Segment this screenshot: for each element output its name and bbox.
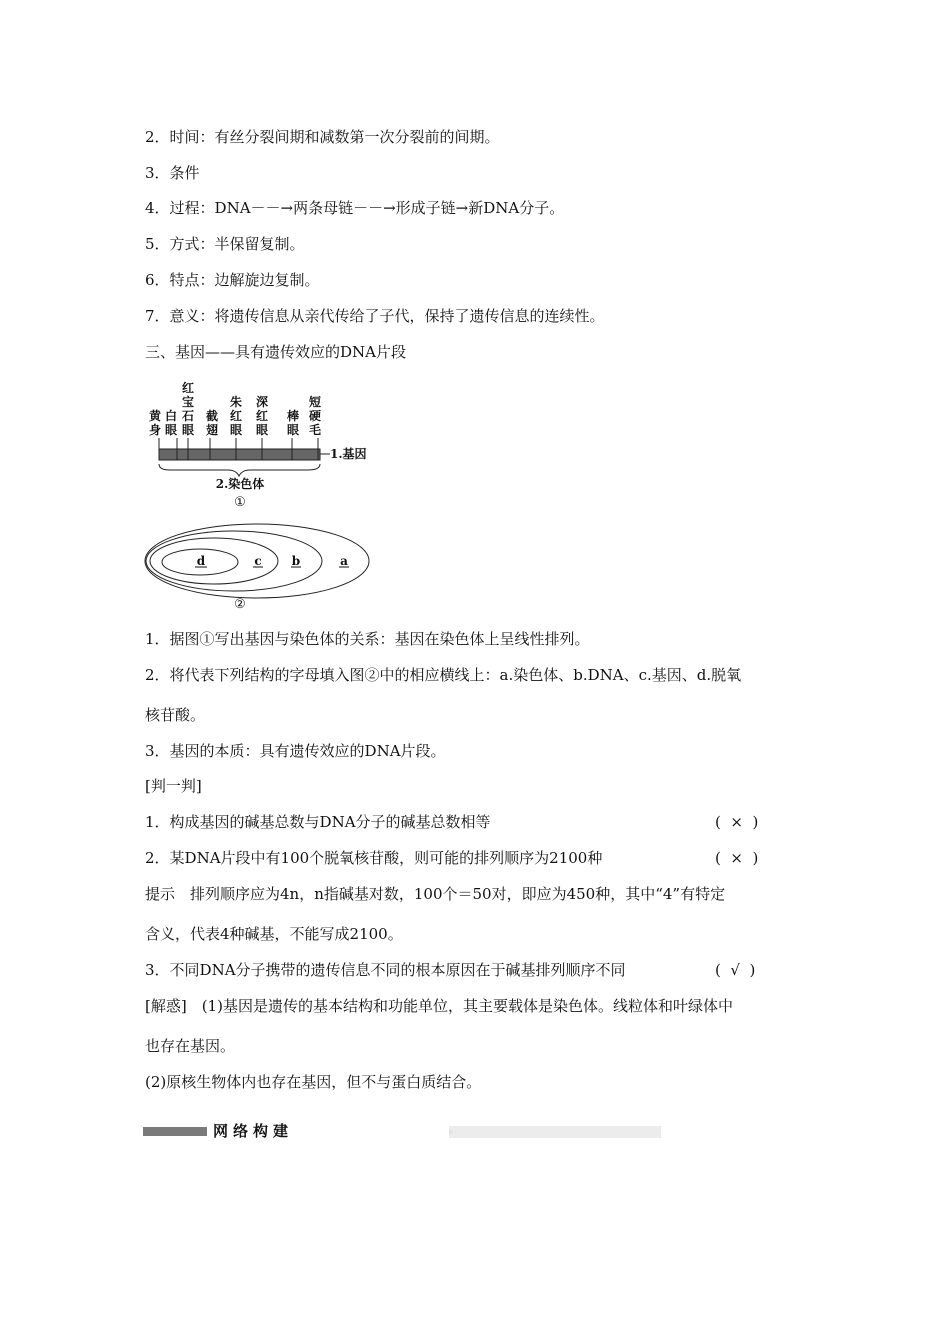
banner-bar-light (449, 1126, 661, 1138)
chromosome-brace (159, 464, 320, 476)
text-line: 7．意义：将遗传信息从亲代传给了子代，保持了遗传信息的连续性。 (145, 307, 605, 325)
label-b: b (291, 554, 301, 568)
figure-number: ① (234, 495, 246, 510)
gene-name-label: 白眼 (164, 409, 178, 437)
text-line: 6．特点：边解旋边复制。 (145, 271, 320, 289)
figure-number: ② (234, 597, 246, 612)
text-line: 4．过程：DNA－－→两条母链－－→形成子链→新DNA分子。 (145, 199, 565, 217)
gene-name-label: 朱红眼 (229, 395, 243, 437)
text-line: 5．方式：半保留复制。 (145, 235, 305, 253)
chromosome-label: 2.染色体 (215, 477, 265, 491)
banner-bar-dark (143, 1127, 207, 1136)
gene-label: 1.基因 (330, 447, 367, 461)
text-line: 3．不同DNA分子携带的遗传信息不同的根本原因在于碱基排列顺序不同 (145, 961, 626, 979)
text-line: 3．条件 (145, 164, 200, 182)
label-c: c (254, 554, 262, 568)
text-line: 3．基因的本质：具有遗传效应的DNA片段。 (145, 742, 446, 760)
text-line: 也存在基因。 (145, 1037, 236, 1055)
chromosome-gene-figure (140, 378, 380, 510)
label-d: d (196, 554, 206, 568)
gene-name-label: 黄身 (148, 409, 162, 437)
text-line: 提示 排列顺序应为4n，n指碱基对数，100个＝50对，即应为450种，其中“4”有特定 (145, 885, 726, 903)
banner-title: 网络构建 (207, 1123, 449, 1139)
gene-name-label: 截翅 (205, 409, 219, 437)
text-line: [判一判] (145, 777, 202, 795)
text-line: 含义，代表4种碱基，不能写成2100。 (145, 925, 403, 943)
gene-name-label: 红宝石眼 (181, 381, 195, 437)
text-line: (2)原核生物体内也存在基因，但不与蛋白质结合。 (145, 1073, 482, 1091)
gene-name-label: 棒眼 (286, 409, 300, 437)
text-line: 2．将代表下列结构的字母填入图②中的相应横线上：a.染色体、b.DNA、c.基因、d.脱氧 (145, 666, 742, 684)
label-a: a (340, 554, 348, 568)
text-line: 核苷酸。 (145, 706, 206, 724)
text-line: [解惑] (1)基因是遗传的基本结构和功能单位，其主要载体是染色体。线粒体和叶绿体中 (145, 997, 733, 1015)
text-line: 2．时间：有丝分裂间期和减数第一次分裂前的间期。 (145, 128, 500, 146)
answer-mark: ( × ) (715, 813, 759, 831)
answer-mark: ( × ) (715, 849, 759, 867)
chromosome-bar (159, 449, 320, 460)
text-line: 2．某DNA片段中有100个脱氧核苷酸，则可能的排列顺序为2100种 (145, 849, 603, 867)
answer-mark: ( √ ) (715, 961, 756, 979)
nested-structure-figure (144, 522, 376, 614)
text-line: 1．据图①写出基因与染色体的关系：基因在染色体上呈线性排列。 (145, 630, 590, 648)
section-heading: 三、基因——具有遗传效应的DNA片段 (145, 343, 406, 361)
section-banner (143, 1123, 519, 1139)
gene-name-label: 短硬毛 (308, 395, 322, 437)
text-line: 1．构成基因的碱基总数与DNA分子的碱基总数相等 (145, 813, 491, 831)
gene-name-label: 深红眼 (255, 395, 269, 437)
